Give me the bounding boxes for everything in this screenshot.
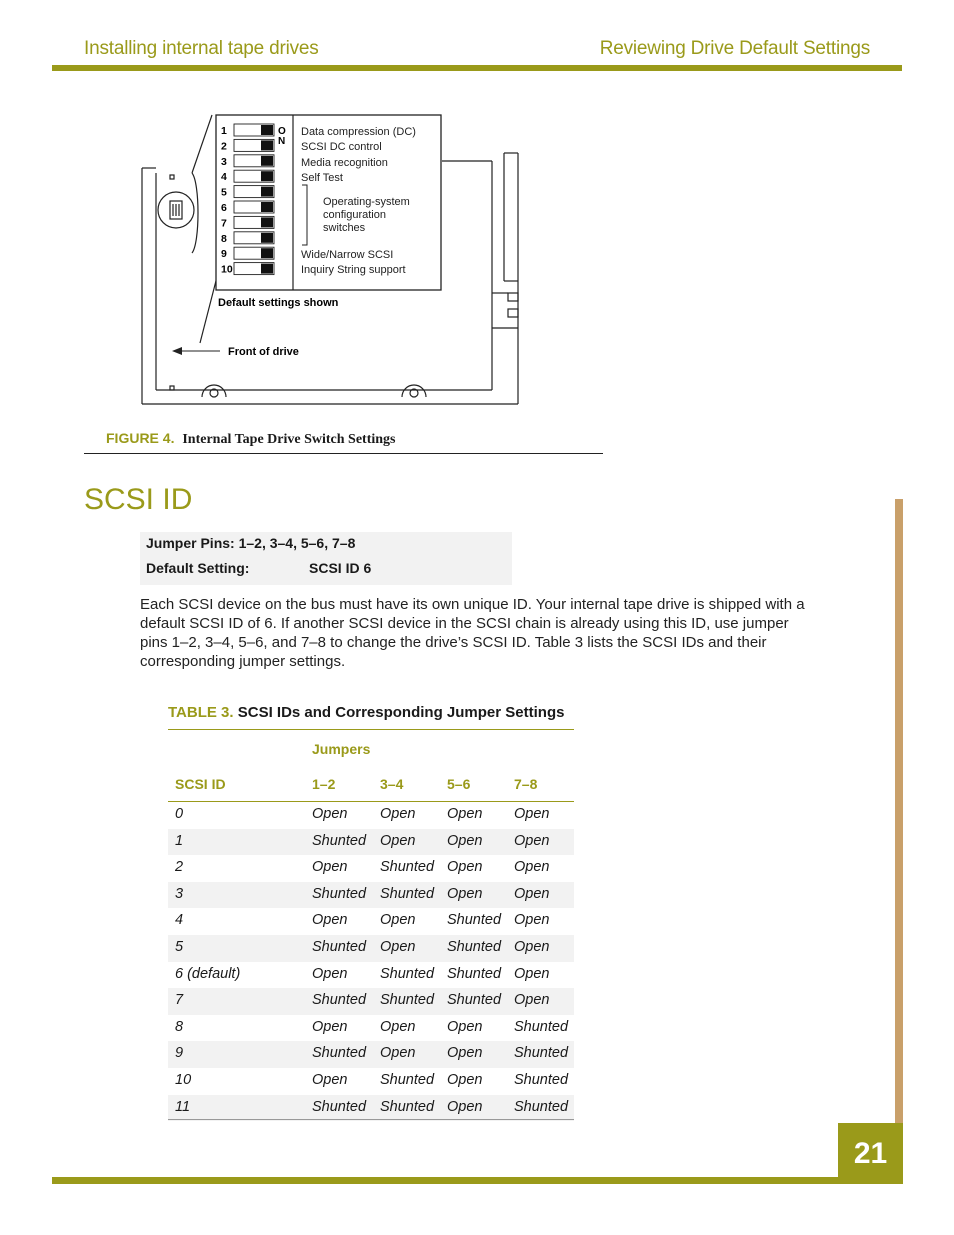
jumper-cell: Open [380, 832, 416, 849]
jumper-info-box [140, 532, 512, 585]
jumper-cell: Shunted [312, 939, 367, 955]
table-row [168, 1041, 574, 1068]
jumper-cell: Open [514, 965, 550, 982]
switch-figure [140, 113, 530, 418]
drive-diagram [140, 113, 530, 413]
dip-switch-knob [261, 140, 273, 150]
front-of-drive-label: Front of drive [228, 346, 299, 358]
jumper-cell: Shunted [447, 939, 502, 955]
scsi-id-cell: 7 [175, 992, 184, 1009]
jumper-cell: Shunted [380, 885, 435, 902]
scsi-id-cell: 11 [175, 1098, 191, 1115]
switch-number: 2 [221, 140, 227, 153]
table-row [168, 908, 574, 935]
switch-number: 9 [221, 248, 227, 261]
column-header-5-6: 5–6 [447, 776, 471, 792]
body-paragraph: Each SCSI device on the bus must have its own unique ID. Your internal tape drive is shipped with a default SCSI ID of 6. If another SCSI device in the SCSI chain is already using this ID, use jumper pins 1–2, 3–4, 5–6, and 7–8 to change the drive’s SCSI ID. Table 3 lists the SCSI IDs and their corresponding jumper settings. [140, 596, 805, 670]
scsi-id-cell: 8 [175, 1018, 184, 1035]
jumper-cell: Open [514, 806, 550, 822]
jumpers-group-header: Jumpers [312, 741, 371, 757]
dip-switch-knob [261, 233, 273, 243]
switch-number: 6 [221, 202, 227, 214]
default-settings-note: Default settings shown [218, 297, 339, 309]
jumper-cell: Shunted [380, 965, 435, 982]
jumper-cell: Shunted [312, 885, 367, 902]
jumper-cell: Open [312, 859, 348, 876]
header-rule [52, 65, 902, 71]
scsi-id-cell: 4 [175, 912, 184, 929]
switch-number: 4 [221, 171, 227, 184]
jumper-cell: Shunted [380, 1098, 435, 1115]
switch-label-1: Data compression (DC) [301, 126, 416, 138]
switch-number: 7 [221, 217, 227, 230]
jumper-cell: Open [312, 806, 348, 822]
table-row [168, 1015, 574, 1042]
table-row [168, 882, 574, 909]
jumper-cell: Open [312, 912, 348, 929]
jumper-cell: Shunted [380, 1072, 435, 1088]
jumper-cell: Shunted [380, 992, 435, 1009]
jumper-cell: Open [447, 1018, 483, 1035]
table-caption-label: TABLE 3. [168, 704, 234, 721]
dip-switch-knob [261, 248, 273, 258]
jumper-cell: Shunted [514, 1072, 569, 1088]
section-title: SCSI ID [84, 483, 193, 516]
jumper-cell: Open [312, 965, 348, 982]
switch-label-3: Media recognition [301, 157, 388, 169]
column-header-3-4: 3–4 [380, 776, 404, 792]
table-end-rule [168, 1119, 574, 1120]
jumper-cell: Open [380, 1045, 416, 1062]
jumper-cell: Open [380, 912, 416, 929]
scsi-id-cell: 2 [175, 859, 184, 876]
jumper-cell: Open [514, 832, 550, 849]
default-setting-value: SCSI ID 6 [309, 560, 372, 576]
jumper-cell: Open [380, 806, 416, 822]
default-setting-label: Default Setting: [146, 560, 250, 576]
jumper-cell: Open [514, 992, 550, 1009]
table-row [168, 935, 574, 962]
jumper-cell: Open [380, 939, 416, 955]
side-tab-bar [895, 499, 903, 1124]
figure-caption [106, 430, 395, 448]
jumper-cell: Open [447, 806, 483, 822]
table-row [168, 1095, 574, 1122]
scsi-id-cell: 5 [175, 939, 184, 955]
jumper-cell: Open [312, 1072, 348, 1088]
table-caption-text: SCSI IDs and Corresponding Jumper Settings [237, 704, 565, 721]
switch-number: 10 [221, 263, 233, 276]
jumper-cell: Open [514, 912, 550, 929]
table-row [168, 802, 574, 829]
jumper-cell: Open [447, 832, 483, 849]
jumper-pins: Jumper Pins: 1–2, 3–4, 5–6, 7–8 [146, 535, 356, 551]
table-row [168, 1068, 574, 1095]
front-arrow-icon [172, 347, 182, 355]
table-row [168, 829, 574, 856]
switch-number: 5 [221, 186, 227, 199]
jumper-cell: Shunted [312, 832, 367, 849]
dip-switch-knob [261, 187, 273, 197]
table-row [168, 855, 574, 882]
switch-label-10: Inquiry String support [301, 264, 406, 276]
jumper-cell: Open [514, 885, 550, 902]
jumper-cell: Open [447, 859, 483, 876]
jumper-cell: Open [447, 885, 483, 902]
dip-switch-knob [261, 171, 273, 181]
jumper-cell: Open [312, 1018, 348, 1035]
scsi-id-cell: 3 [175, 885, 184, 902]
page-number: 21 [838, 1123, 903, 1184]
figure-rule [84, 453, 603, 454]
on-label-n: N [278, 136, 286, 147]
switch-number: 8 [221, 232, 227, 245]
table-caption [168, 704, 564, 721]
figure-caption-label: FIGURE 4. [106, 430, 175, 446]
jumper-cell: Shunted [514, 1045, 569, 1062]
jumper-cell: Shunted [514, 1018, 569, 1035]
switch-label-4: Self Test [301, 172, 343, 184]
switch-number: 1 [221, 125, 227, 137]
scsi-id-cell: 1 [175, 832, 184, 849]
os-label-line2: configuration [323, 209, 386, 221]
table-title-rule [168, 729, 574, 730]
jumper-cell: Shunted [447, 912, 502, 929]
running-header-section: Reviewing Drive Default Settings [599, 38, 870, 59]
jumper-cell: Open [380, 1018, 416, 1035]
jumper-cell: Shunted [380, 859, 435, 876]
figure-caption-text: Internal Tape Drive Switch Settings [182, 432, 396, 447]
column-header-scsi-id: SCSI ID [175, 776, 226, 792]
os-label-line1: Operating-system [323, 196, 410, 208]
dip-switch-knob [261, 202, 273, 212]
table-row [168, 988, 574, 1015]
footer-rule [52, 1177, 838, 1184]
jumper-cell: Open [514, 939, 550, 955]
os-label-line3: switches [323, 222, 366, 234]
column-header-7-8: 7–8 [514, 776, 538, 792]
scsi-id-cell: 9 [175, 1045, 184, 1062]
jumper-cell: Shunted [312, 992, 367, 1009]
switch-label-2: SCSI DC control [301, 141, 382, 153]
jumper-cell: Open [447, 1045, 483, 1062]
jumper-cell: Open [447, 1098, 483, 1115]
dip-switch-knob [261, 264, 273, 274]
switch-number: 3 [221, 155, 227, 168]
jumper-cell: Shunted [514, 1098, 569, 1115]
column-header-1-2: 1–2 [312, 776, 336, 792]
jumper-cell: Shunted [312, 1045, 367, 1062]
dip-switch-knob [261, 217, 273, 227]
scsi-id-cell: 0 [175, 806, 184, 822]
jumper-cell: Shunted [312, 1098, 367, 1115]
table-row [168, 962, 574, 989]
dip-switch-knob [261, 125, 273, 135]
dip-switch-knob [261, 156, 273, 166]
jumper-cell: Open [514, 859, 550, 876]
jumper-cell: Shunted [447, 965, 502, 982]
scsi-id-cell: 10 [175, 1072, 192, 1088]
switch-label-9: Wide/Narrow SCSI [301, 249, 394, 261]
on-label-o: O [278, 126, 286, 137]
running-header-chapter: Installing internal tape drives [84, 38, 319, 59]
scsi-id-cell: 6 (default) [175, 965, 241, 982]
jumper-cell: Shunted [447, 992, 502, 1009]
jumper-cell: Open [447, 1072, 483, 1088]
